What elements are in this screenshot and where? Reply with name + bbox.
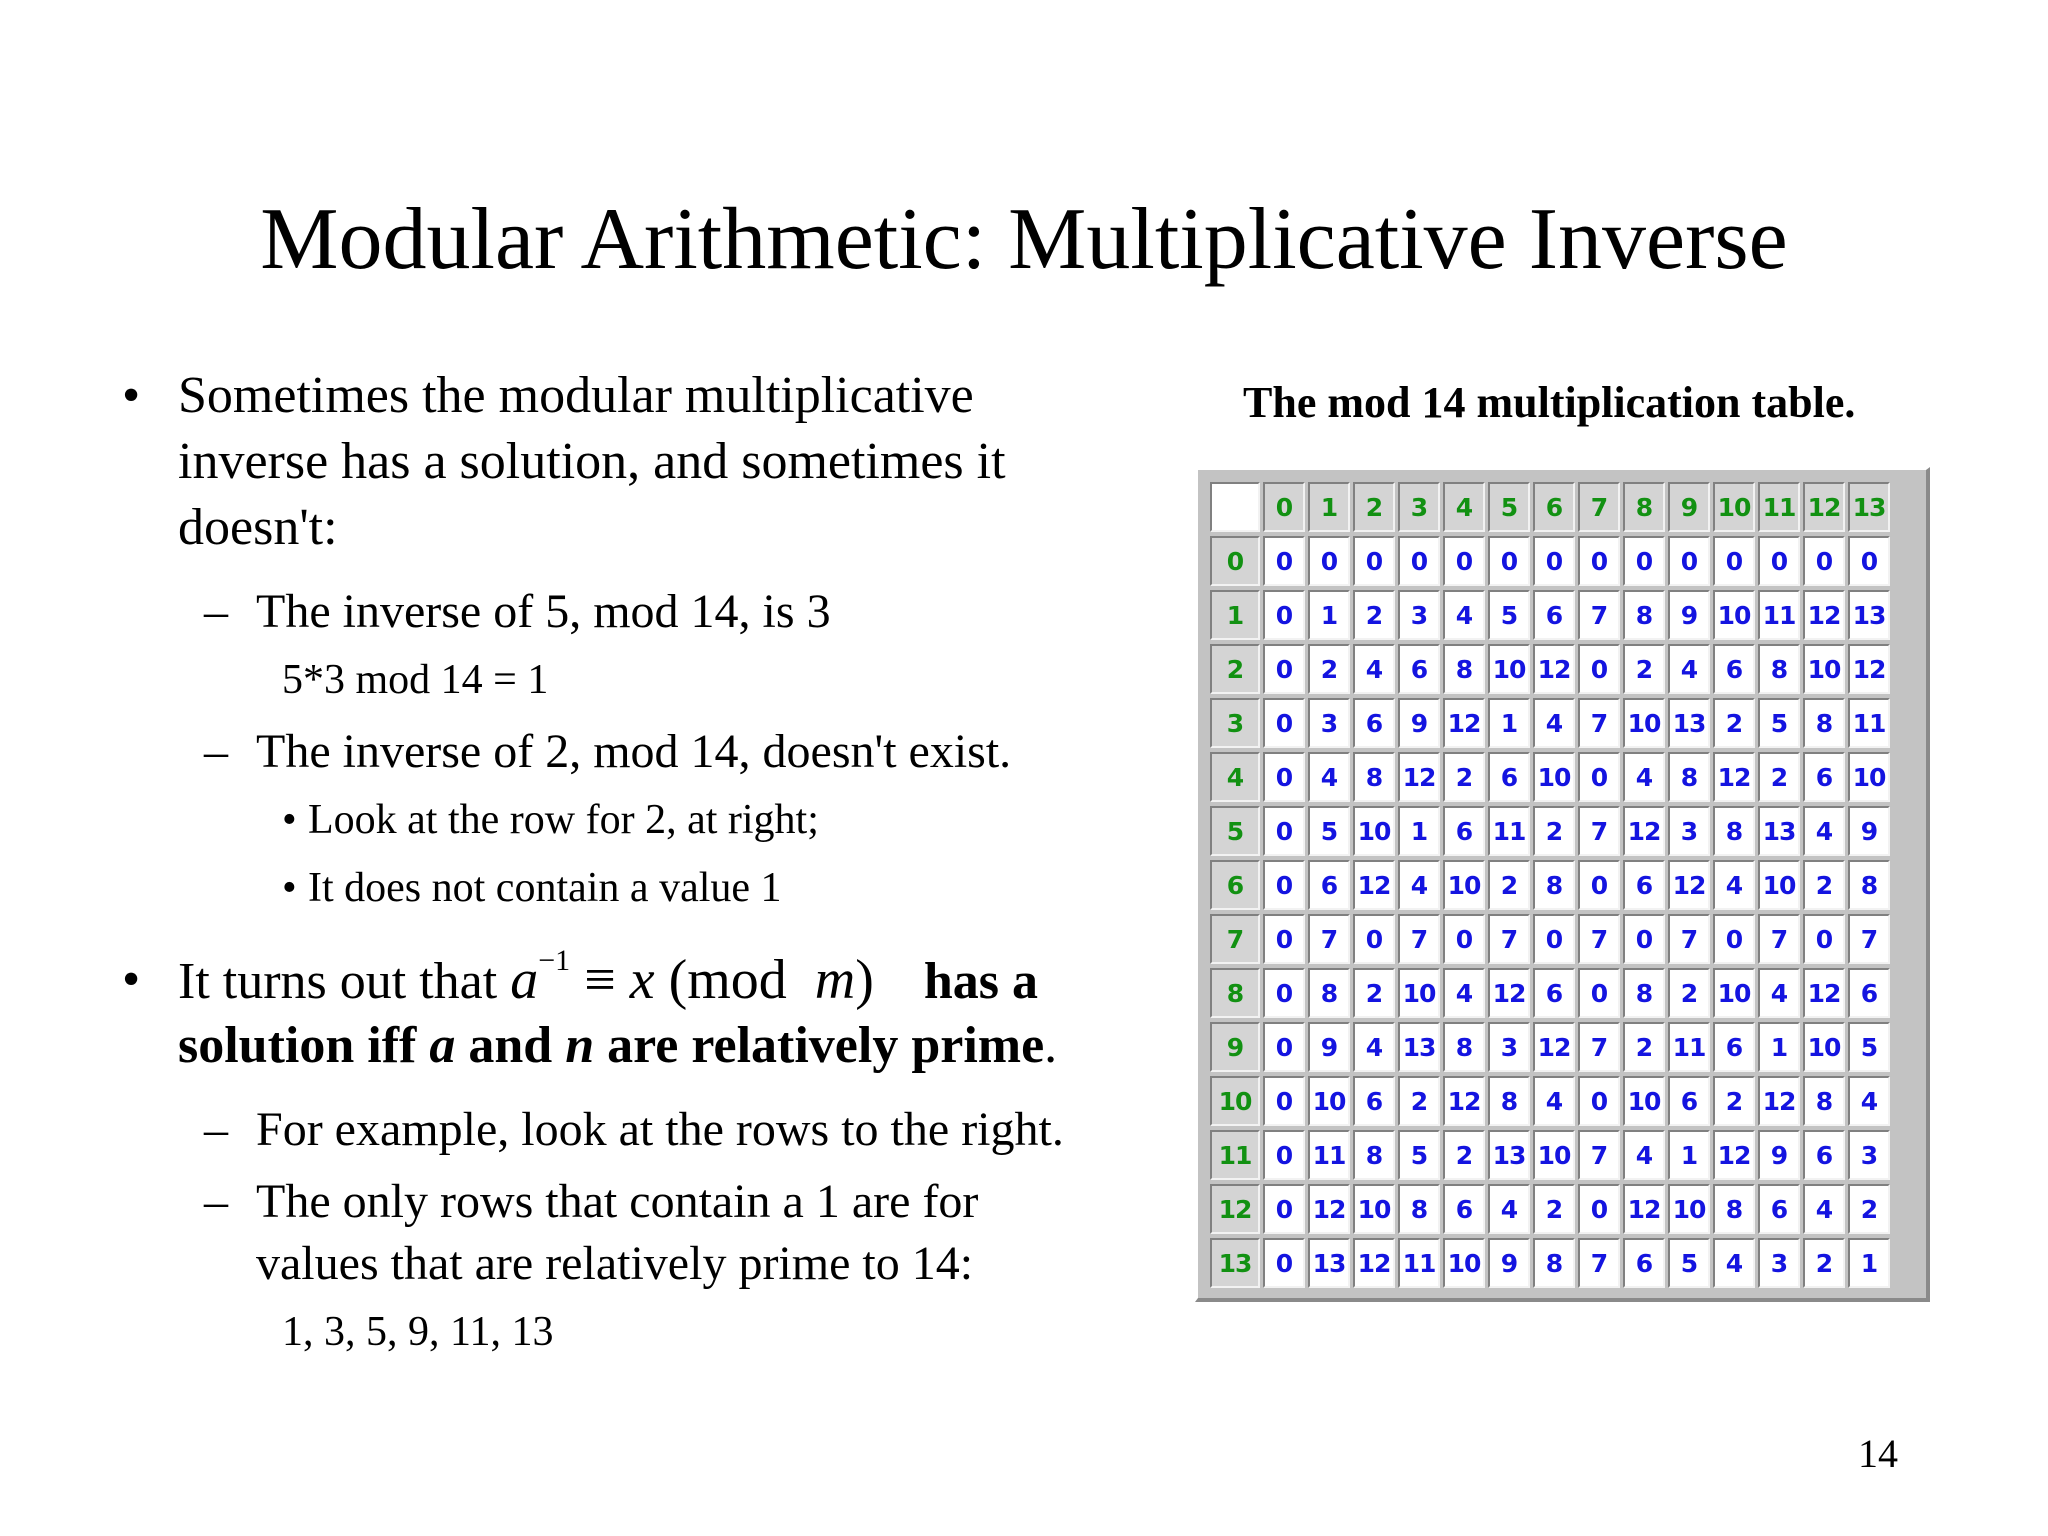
formula-a: a (510, 949, 539, 1011)
table-cell: 9 (1668, 590, 1710, 640)
table-cell: 4 (1668, 644, 1710, 694)
table-cell: 2 (1488, 860, 1530, 910)
formula-open: (mod (654, 949, 815, 1011)
table-cell: 0 (1533, 536, 1575, 586)
table-cell: 0 (1263, 1184, 1305, 1234)
table-cell: 0 (1713, 914, 1755, 964)
row-header: 3 (1210, 698, 1260, 748)
table-cell: 7 (1578, 806, 1620, 856)
table-cell: 4 (1353, 1022, 1395, 1072)
table-cell: 0 (1578, 1184, 1620, 1234)
table-cell: 8 (1803, 1076, 1845, 1126)
dash-marker: – (204, 585, 228, 638)
table-cell: 2 (1668, 968, 1710, 1018)
table-cell: 10 (1803, 1022, 1845, 1072)
column-header: 0 (1263, 482, 1305, 532)
column-header: 1 (1308, 482, 1350, 532)
bullet2-prefix: It turns out that (178, 953, 511, 1010)
table-cell: 5 (1758, 698, 1800, 748)
small-bullet-marker: • (282, 797, 297, 843)
table-cell: 8 (1623, 590, 1665, 640)
table-cell: 0 (1443, 914, 1485, 964)
table-cell: 2 (1353, 968, 1395, 1018)
table-cell: 8 (1623, 968, 1665, 1018)
table-cell: 8 (1443, 1022, 1485, 1072)
table-cell: 13 (1668, 698, 1710, 748)
table-cell: 0 (1263, 752, 1305, 802)
table-cell: 13 (1398, 1022, 1440, 1072)
formula-m: m (814, 949, 856, 1011)
table-cell: 4 (1758, 968, 1800, 1018)
table-cell: 3 (1668, 806, 1710, 856)
table-cell: 8 (1398, 1184, 1440, 1234)
table-cell: 6 (1803, 752, 1845, 802)
table-cell: 3 (1308, 698, 1350, 748)
table-cell: 7 (1848, 914, 1890, 964)
table-cell: 9 (1758, 1130, 1800, 1180)
row-header: 9 (1210, 1022, 1260, 1072)
sub-bullet-rows: values that are relatively prime to 14: (256, 1237, 974, 1290)
table-cell: 7 (1578, 1022, 1620, 1072)
column-header: 9 (1668, 482, 1710, 532)
table-cell: 7 (1578, 698, 1620, 748)
table-cell: 10 (1668, 1184, 1710, 1234)
column-header: 6 (1533, 482, 1575, 532)
table-cell: 10 (1353, 1184, 1395, 1234)
table-cell: 0 (1263, 968, 1305, 1018)
bullet1-line: inverse has a solution, and sometimes it (178, 433, 1006, 490)
table-cell: 3 (1398, 590, 1440, 640)
table-cell: 8 (1533, 860, 1575, 910)
row-header: 12 (1210, 1184, 1260, 1234)
table-cell: 4 (1623, 1130, 1665, 1180)
table-cell: 13 (1308, 1238, 1350, 1288)
table-cell: 8 (1758, 644, 1800, 694)
column-header: 5 (1488, 482, 1530, 532)
formula-close: ) (855, 949, 874, 1011)
bullet1-line: Sometimes the modular multiplicative (178, 367, 974, 424)
table-cell: 7 (1488, 914, 1530, 964)
table-cell: 6 (1398, 644, 1440, 694)
table-cell: 0 (1263, 536, 1305, 586)
coprime-list: 1, 3, 5, 9, 11, 13 (282, 1309, 554, 1355)
table-cell: 10 (1488, 644, 1530, 694)
table-cell: 6 (1803, 1130, 1845, 1180)
table-cell: 4 (1488, 1184, 1530, 1234)
row-header: 11 (1210, 1130, 1260, 1180)
multiplication-table (1195, 467, 1930, 1302)
table-cell: 0 (1578, 536, 1620, 586)
formula-equiv: ≡ (570, 949, 630, 1011)
row-header: 10 (1210, 1076, 1260, 1126)
table-cell: 6 (1713, 644, 1755, 694)
table-cell: 4 (1533, 1076, 1575, 1126)
table-cell: 0 (1263, 1238, 1305, 1288)
table-caption: The mod 14 multiplication table. (1243, 378, 1856, 427)
row-2-note: Look at the row for 2, at right; (308, 797, 819, 843)
column-header: 11 (1758, 482, 1800, 532)
table-cell: 0 (1668, 536, 1710, 586)
table-cell: 6 (1533, 590, 1575, 640)
table-cell: 1 (1848, 1238, 1890, 1288)
table-cell: 6 (1533, 968, 1575, 1018)
table-cell: 6 (1668, 1076, 1710, 1126)
table-cell: 0 (1623, 536, 1665, 586)
table-cell: 2 (1308, 644, 1350, 694)
formula-x: x (629, 949, 655, 1011)
table-cell: 12 (1488, 968, 1530, 1018)
table-cell: 10 (1308, 1076, 1350, 1126)
bullet1-line: doesn't: (178, 499, 338, 556)
table-cell: 0 (1398, 536, 1440, 586)
table-cell: 5 (1668, 1238, 1710, 1288)
column-header: 12 (1803, 482, 1845, 532)
table-cell: 0 (1803, 536, 1845, 586)
table-cell: 8 (1803, 698, 1845, 748)
table-cell: 0 (1263, 1022, 1305, 1072)
table-cell: 2 (1803, 1238, 1845, 1288)
table-cell: 2 (1398, 1076, 1440, 1126)
table-cell: 7 (1668, 914, 1710, 964)
table-cell: 11 (1848, 698, 1890, 748)
table-cell: 0 (1353, 914, 1395, 964)
row-header: 5 (1210, 806, 1260, 856)
table-cell: 6 (1443, 1184, 1485, 1234)
no-value-1-note: It does not contain a value 1 (308, 865, 782, 911)
table-cell: 12 (1533, 644, 1575, 694)
sub-bullet-inverse-2: The inverse of 2, mod 14, doesn't exist. (256, 725, 1012, 778)
table-cell: 10 (1713, 968, 1755, 1018)
bullet-marker: • (122, 367, 141, 424)
table-cell: 0 (1353, 536, 1395, 586)
table-cell: 1 (1398, 806, 1440, 856)
table-cell: 2 (1443, 752, 1485, 802)
table-cell: 7 (1578, 1130, 1620, 1180)
table-cell: 0 (1578, 644, 1620, 694)
table-cell: 6 (1758, 1184, 1800, 1234)
table-cell: 8 (1713, 806, 1755, 856)
bullet2-line-2 (178, 1016, 1057, 1076)
table-cell: 5 (1488, 590, 1530, 640)
table-cell: 10 (1353, 806, 1395, 856)
row-header: 7 (1210, 914, 1260, 964)
column-header: 8 (1623, 482, 1665, 532)
row-header: 2 (1210, 644, 1260, 694)
dash-marker: – (204, 1103, 228, 1156)
table-cell: 0 (1263, 860, 1305, 910)
table-cell: 8 (1848, 860, 1890, 910)
table-cell: 6 (1848, 968, 1890, 1018)
table-cell: 12 (1533, 1022, 1575, 1072)
table-cell: 6 (1308, 860, 1350, 910)
table-cell: 6 (1623, 860, 1665, 910)
table-cell: 3 (1488, 1022, 1530, 1072)
table-cell: 12 (1623, 806, 1665, 856)
table-cell: 11 (1398, 1238, 1440, 1288)
solution-iff-text: solution iff (178, 1017, 430, 1074)
column-header: 13 (1848, 482, 1890, 532)
table-cell: 0 (1578, 752, 1620, 802)
table-cell: 11 (1308, 1130, 1350, 1180)
sub-bullet-inverse-5: The inverse of 5, mod 14, is 3 (256, 585, 831, 638)
table-cell: 3 (1848, 1130, 1890, 1180)
table-cell: 10 (1758, 860, 1800, 910)
table-cell: 4 (1803, 806, 1845, 856)
table-cell: 4 (1533, 698, 1575, 748)
table-cell: 10 (1533, 1130, 1575, 1180)
table-cell: 6 (1713, 1022, 1755, 1072)
column-header: 2 (1353, 482, 1395, 532)
table-cell: 8 (1713, 1184, 1755, 1234)
formula-exponent: −1 (538, 944, 571, 977)
slide-title: Modular Arithmetic: Multiplicative Inverse (260, 191, 1788, 288)
bullet-marker: • (122, 951, 141, 1008)
table-cell: 10 (1398, 968, 1440, 1018)
table-cell: 6 (1353, 1076, 1395, 1126)
table-cell: 7 (1578, 1238, 1620, 1288)
var-n: n (565, 1017, 595, 1074)
table-cell: 12 (1758, 1076, 1800, 1126)
table-cell: 4 (1308, 752, 1350, 802)
table-cell: 7 (1578, 914, 1620, 964)
table-cell: 10 (1623, 1076, 1665, 1126)
table-cell: 10 (1848, 752, 1890, 802)
table-cell: 11 (1668, 1022, 1710, 1072)
table-cell: 12 (1308, 1184, 1350, 1234)
table-cell: 10 (1713, 590, 1755, 640)
table-corner-cell (1210, 482, 1260, 532)
row-header: 1 (1210, 590, 1260, 640)
table-cell: 2 (1623, 1022, 1665, 1072)
table-cell: 12 (1713, 1130, 1755, 1180)
table-cell: 4 (1443, 968, 1485, 1018)
table-cell: 0 (1263, 644, 1305, 694)
table-cell: 7 (1308, 914, 1350, 964)
table-cell: 0 (1263, 698, 1305, 748)
table-cell: 1 (1758, 1022, 1800, 1072)
table-cell: 0 (1848, 536, 1890, 586)
table-cell: 5 (1398, 1130, 1440, 1180)
table-cell: 0 (1623, 914, 1665, 964)
row-header: 13 (1210, 1238, 1260, 1288)
table-cell: 5 (1308, 806, 1350, 856)
table-cell: 10 (1443, 860, 1485, 910)
inverse-formula (510, 944, 888, 1011)
table-cell: 0 (1578, 860, 1620, 910)
table-cell: 4 (1443, 590, 1485, 640)
table-cell: 4 (1353, 644, 1395, 694)
table-cell: 12 (1848, 644, 1890, 694)
table-cell: 1 (1308, 590, 1350, 640)
table-cell: 2 (1713, 698, 1755, 748)
table-cell: 0 (1758, 536, 1800, 586)
table-cell: 9 (1848, 806, 1890, 856)
table-cell: 12 (1398, 752, 1440, 802)
table-cell: 1 (1488, 698, 1530, 748)
row-header: 8 (1210, 968, 1260, 1018)
multiplication-grid (1210, 482, 1890, 1288)
table-cell: 6 (1353, 698, 1395, 748)
table-cell: 4 (1713, 860, 1755, 910)
inverse-5-detail: 5*3 mod 14 = 1 (282, 657, 549, 703)
table-cell: 10 (1533, 752, 1575, 802)
table-cell: 2 (1758, 752, 1800, 802)
sub-bullet-rows: The only rows that contain a 1 are for (256, 1175, 979, 1228)
table-cell: 0 (1263, 806, 1305, 856)
table-cell: 0 (1263, 914, 1305, 964)
slide-number: 14 (1858, 1431, 1898, 1476)
dash-marker: – (204, 725, 228, 778)
table-cell: 12 (1353, 860, 1395, 910)
table-cell: 0 (1263, 590, 1305, 640)
table-cell: 10 (1623, 698, 1665, 748)
table-cell: 0 (1713, 536, 1755, 586)
table-cell: 10 (1443, 1238, 1485, 1288)
table-cell: 2 (1713, 1076, 1755, 1126)
table-cell: 8 (1308, 968, 1350, 1018)
column-header: 7 (1578, 482, 1620, 532)
table-cell: 10 (1803, 644, 1845, 694)
column-header: 4 (1443, 482, 1485, 532)
table-cell: 4 (1803, 1184, 1845, 1234)
table-cell: 2 (1533, 806, 1575, 856)
table-cell: 2 (1443, 1130, 1485, 1180)
table-cell: 0 (1263, 1076, 1305, 1126)
table-cell: 12 (1803, 590, 1845, 640)
table-cell: 6 (1488, 752, 1530, 802)
table-cell: 2 (1533, 1184, 1575, 1234)
table-cell: 11 (1488, 806, 1530, 856)
relatively-prime-text: are relatively prime (594, 1017, 1045, 1074)
table-cell: 0 (1578, 1076, 1620, 1126)
var-a: a (429, 1017, 456, 1074)
table-cell: 9 (1398, 698, 1440, 748)
table-cell: 1 (1668, 1130, 1710, 1180)
table-cell: 2 (1848, 1184, 1890, 1234)
sub-bullet-example: For example, look at the rows to the right. (256, 1103, 1064, 1156)
table-cell: 7 (1578, 590, 1620, 640)
table-cell: 7 (1398, 914, 1440, 964)
table-cell: 2 (1803, 860, 1845, 910)
column-header: 10 (1713, 482, 1755, 532)
and-text: and (455, 1017, 566, 1074)
row-header: 6 (1210, 860, 1260, 910)
table-cell: 12 (1623, 1184, 1665, 1234)
row-header: 4 (1210, 752, 1260, 802)
small-bullet-marker: • (282, 865, 297, 911)
dash-marker: – (204, 1175, 228, 1228)
period: . (1044, 1017, 1058, 1074)
table-cell: 8 (1353, 752, 1395, 802)
table-cell: 8 (1353, 1130, 1395, 1180)
table-cell: 6 (1623, 1238, 1665, 1288)
table-cell: 13 (1488, 1130, 1530, 1180)
row-header: 0 (1210, 536, 1260, 586)
table-cell: 12 (1803, 968, 1845, 1018)
table-cell: 4 (1398, 860, 1440, 910)
column-header: 3 (1398, 482, 1440, 532)
table-cell: 0 (1533, 914, 1575, 964)
table-cell: 8 (1533, 1238, 1575, 1288)
table-cell: 6 (1443, 806, 1485, 856)
table-cell: 12 (1443, 698, 1485, 748)
table-cell: 12 (1713, 752, 1755, 802)
table-cell: 0 (1263, 1130, 1305, 1180)
table-cell: 8 (1488, 1076, 1530, 1126)
table-cell: 12 (1668, 860, 1710, 910)
table-cell: 9 (1308, 1022, 1350, 1072)
table-cell: 13 (1758, 806, 1800, 856)
table-cell: 11 (1758, 590, 1800, 640)
table-cell: 4 (1623, 752, 1665, 802)
table-cell: 9 (1488, 1238, 1530, 1288)
table-cell: 7 (1758, 914, 1800, 964)
table-cell: 0 (1308, 536, 1350, 586)
table-cell: 8 (1668, 752, 1710, 802)
table-cell: 4 (1848, 1076, 1890, 1126)
table-cell: 8 (1443, 644, 1485, 694)
table-cell: 0 (1803, 914, 1845, 964)
table-cell: 3 (1758, 1238, 1800, 1288)
table-cell: 0 (1488, 536, 1530, 586)
table-cell: 2 (1623, 644, 1665, 694)
table-cell: 0 (1578, 968, 1620, 1018)
table-cell: 12 (1443, 1076, 1485, 1126)
table-cell: 12 (1353, 1238, 1395, 1288)
bullet2-line-1 (178, 944, 1039, 1012)
table-cell: 4 (1713, 1238, 1755, 1288)
table-cell: 13 (1848, 590, 1890, 640)
table-cell: 0 (1443, 536, 1485, 586)
has-a-text: has a (923, 953, 1039, 1010)
table-cell: 5 (1848, 1022, 1890, 1072)
table-cell: 2 (1353, 590, 1395, 640)
